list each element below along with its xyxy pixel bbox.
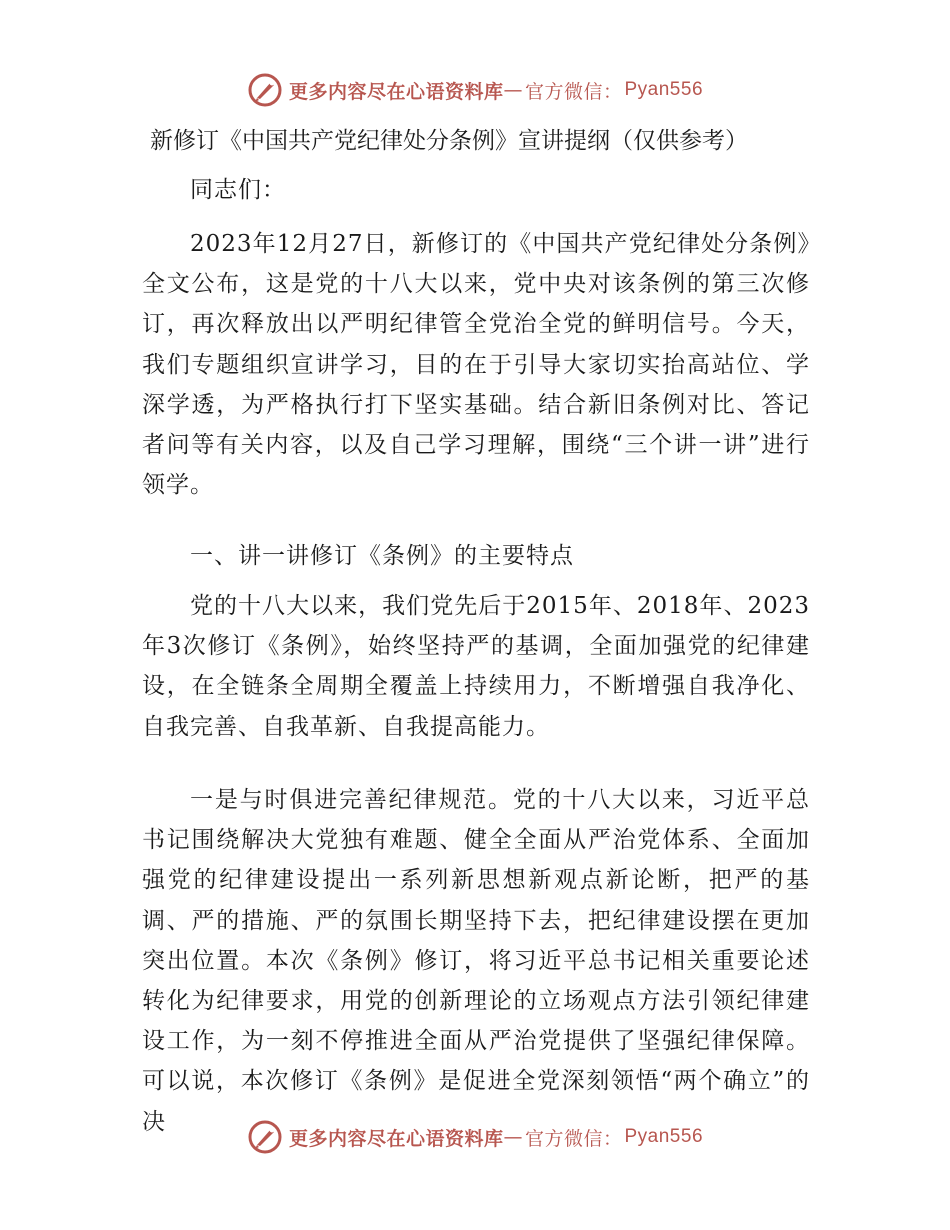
banner-brand: 更多内容尽在心语资料库 — [288, 1127, 504, 1150]
banner-dash: — — [503, 79, 523, 101]
body-paragraph: 党的十八大以来，我们党先后于2015年、2018年、2023年3次修订《条例》，始终坚持严的基调，全面加强党的纪律建设，在全链条全周期全覆盖上持续用力，不断增强自我净化、自我完善、自我革新、自我提高能力。 — [142, 593, 810, 740]
section-heading: 一、讲一讲修订《条例》的主要特点 — [190, 543, 574, 569]
feather-pen-logo-icon — [247, 1119, 283, 1155]
banner-dash: — — [503, 1126, 523, 1148]
banner-wechat-id: Pyan556 — [624, 1126, 704, 1147]
banner-wechat-label: 官方微信： — [524, 80, 623, 103]
banner-brand: 更多内容尽在心语资料库 — [288, 80, 504, 103]
document-title: 新修订《中国共产党纪律处分条例》宣讲提纲（仅供参考） — [150, 128, 748, 154]
intro-paragraph: 2023年12月27日，新修订的《中国共产党纪律处分条例》全文公布，这是党的十八大以来，党中央对该条例的第三次修订，再次释放出以严明纪律管全党治全党的鲜明信号。今天，我们专题组织宣讲学习，目的在于引导大家切实抬高站位、学深学透，为严格执行打下坚实基础。结合新旧条例对比、答记者问等有关内容，以及自己学习理解，围绕“三个讲一讲”进行领学。 — [142, 231, 810, 499]
body-paragraph: 一是与时俱进完善纪律规范。党的十八大以来，习近平总书记围绕解决大党独有难题、健全全面从严治党体系、全面加强党的纪律建设提出一系列新思想新观点新论断，把严的基调、严的措施、严的氛围长期坚持下去，把纪律建设摆在更加突出位置。本次《条例》修订，将习近平总书记相关重要论述转化为纪律要求，用党的创新理论的立场观点方法引领纪律建设工作，为一刻不停推进全面从严治党提供了坚强纪律保障。可以说，本次修订《条例》是促进全党深刻领悟“两个确立”的决 — [142, 787, 810, 1135]
banner-wechat-id: Pyan556 — [624, 79, 704, 100]
banner-wechat-label: 官方微信： — [524, 1127, 623, 1150]
top-banner — [0, 70, 950, 110]
salutation: 同志们： — [190, 177, 286, 203]
feather-pen-logo-icon — [247, 72, 283, 108]
bottom-banner — [0, 1117, 950, 1157]
